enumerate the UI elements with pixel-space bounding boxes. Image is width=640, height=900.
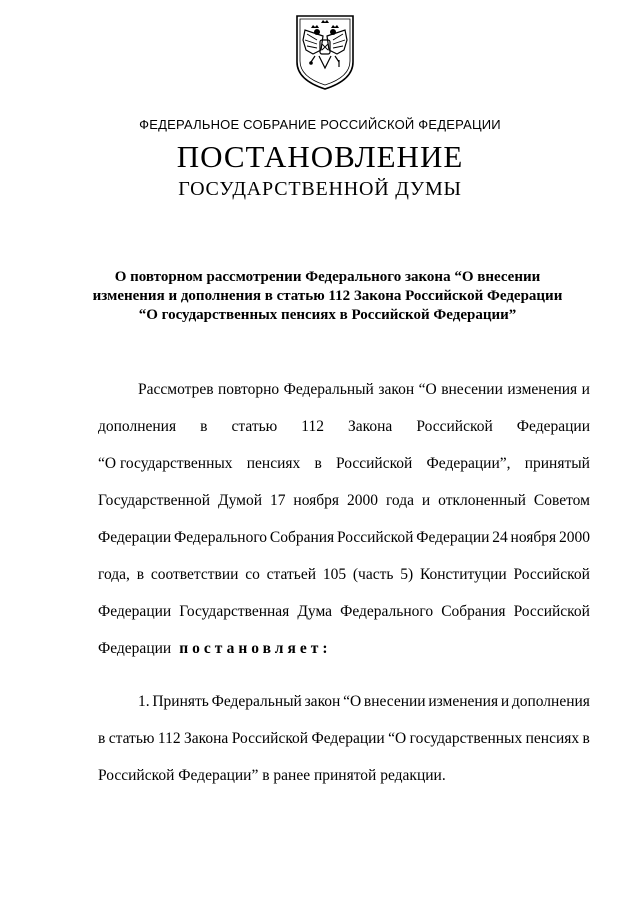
text-line: Российской Федерации” в ранее принятой редакции. bbox=[98, 767, 446, 784]
text-word: Российской bbox=[416, 418, 493, 435]
text-word: соответствии bbox=[150, 566, 239, 583]
text-word: Федерации bbox=[98, 640, 172, 657]
text-word: Советом bbox=[533, 492, 590, 509]
text-word: года, bbox=[98, 566, 130, 583]
text-word: года bbox=[385, 492, 414, 509]
text-line bbox=[98, 482, 590, 519]
text-word: изменения bbox=[507, 381, 578, 398]
russian-coat-of-arms-icon bbox=[293, 10, 357, 92]
text-word: внесении bbox=[363, 693, 426, 710]
text-line bbox=[98, 519, 590, 556]
document-type: ПОСТАНОВЛЕНИЕ bbox=[176, 139, 464, 174]
text-word: 2000 bbox=[559, 529, 590, 546]
text-word: Федерации bbox=[98, 603, 172, 620]
text-word: Государственной bbox=[98, 492, 211, 509]
text-line bbox=[98, 556, 590, 593]
text-line bbox=[98, 593, 590, 630]
text-word: статью bbox=[108, 730, 155, 747]
text-word: изменения bbox=[428, 693, 499, 710]
text-word: дополнения bbox=[511, 693, 590, 710]
text-word: в bbox=[314, 455, 322, 472]
text-line bbox=[98, 630, 590, 667]
text-word: Государственная bbox=[179, 603, 290, 620]
resolution-item-1 bbox=[98, 683, 590, 794]
text-word: в bbox=[98, 730, 106, 747]
text-word: 2000 bbox=[347, 492, 378, 509]
subject-line: изменения и дополнения в статью 112 Закона Российской Федерации bbox=[92, 288, 563, 304]
text-word: Собрания bbox=[441, 603, 506, 620]
text-word: и bbox=[500, 693, 510, 710]
text-word: дополнения bbox=[98, 418, 177, 435]
text-word: и bbox=[581, 381, 590, 398]
text-word: Российской bbox=[337, 529, 414, 546]
text-word: Думой bbox=[218, 492, 263, 509]
text-word: “О bbox=[343, 693, 362, 710]
preamble-paragraph bbox=[98, 371, 590, 667]
text-word: Закона bbox=[183, 730, 229, 747]
text-word: закон bbox=[304, 693, 341, 710]
resolution-keyword: постановляет: bbox=[179, 640, 332, 657]
text-word: Федерации bbox=[311, 730, 385, 747]
text-word: 1. bbox=[138, 693, 150, 710]
text-word: и bbox=[421, 492, 431, 509]
text-line bbox=[98, 408, 590, 445]
text-word: в bbox=[136, 566, 145, 583]
text-word: Федерации bbox=[98, 529, 172, 546]
text-word: Собрания bbox=[269, 529, 335, 546]
text-word: статью bbox=[231, 418, 278, 435]
text-word: “О bbox=[418, 381, 437, 398]
text-word: в bbox=[200, 418, 208, 435]
text-word: Российской bbox=[513, 566, 590, 583]
text-word: в bbox=[582, 730, 590, 747]
text-word: Российской bbox=[231, 730, 309, 747]
text-word: 24 bbox=[492, 529, 508, 546]
text-line bbox=[98, 445, 590, 482]
text-word: принятый bbox=[524, 455, 590, 472]
text-word: 105 bbox=[322, 566, 347, 583]
text-word: Рассмотрев bbox=[138, 381, 214, 398]
text-word: пенсиях bbox=[525, 730, 580, 747]
text-word: 17 bbox=[269, 492, 286, 509]
text-word: 5) bbox=[400, 566, 414, 583]
text-line bbox=[98, 371, 590, 408]
text-word: Российской bbox=[513, 603, 590, 620]
text-word: Федеральный bbox=[283, 381, 374, 398]
subject-line: “О государственных пенсиях в Российской Федерации” bbox=[138, 307, 517, 323]
text-word: Федерации bbox=[416, 529, 490, 546]
text-word: “О государственных bbox=[98, 455, 233, 472]
text-word: отклоненный bbox=[438, 492, 526, 509]
text-word: Федерального bbox=[340, 603, 434, 620]
organization-name: ФЕДЕРАЛЬНОЕ СОБРАНИЕ РОССИЙСКОЙ ФЕДЕРАЦИИ bbox=[139, 117, 501, 132]
text-word: Федерации bbox=[516, 418, 590, 435]
text-word: повторно bbox=[218, 381, 280, 398]
text-line bbox=[98, 683, 590, 720]
text-word: 112 bbox=[301, 418, 324, 435]
text-word: “О bbox=[388, 730, 407, 747]
text-word: статьей bbox=[266, 566, 317, 583]
text-word: Закона bbox=[348, 418, 393, 435]
text-word: Принять bbox=[152, 693, 209, 710]
text-word: закон bbox=[378, 381, 415, 398]
document-subject bbox=[60, 268, 595, 325]
document-issuer: ГОСУДАРСТВЕННОЙ ДУМЫ bbox=[178, 178, 462, 200]
text-word: со bbox=[245, 566, 260, 583]
text-word: ноября bbox=[293, 492, 340, 509]
text-word: (часть bbox=[352, 566, 394, 583]
text-word: Конституции bbox=[419, 566, 507, 583]
subject-line: О повторном рассмотрении Федерального закона “О внесении bbox=[114, 269, 541, 285]
text-word: Федеральный bbox=[211, 693, 302, 710]
text-word: Федерации”, bbox=[426, 455, 511, 472]
text-word: государственных bbox=[409, 730, 523, 747]
text-word: ноября bbox=[510, 529, 557, 546]
text-line bbox=[98, 720, 590, 757]
text-word: внесении bbox=[441, 381, 503, 398]
text-word: Российской bbox=[335, 455, 413, 472]
text-word: пенсиях bbox=[246, 455, 301, 472]
text-word: Федерального bbox=[174, 529, 268, 546]
text-word: 112 bbox=[157, 730, 181, 747]
text-word: Дума bbox=[297, 603, 333, 620]
